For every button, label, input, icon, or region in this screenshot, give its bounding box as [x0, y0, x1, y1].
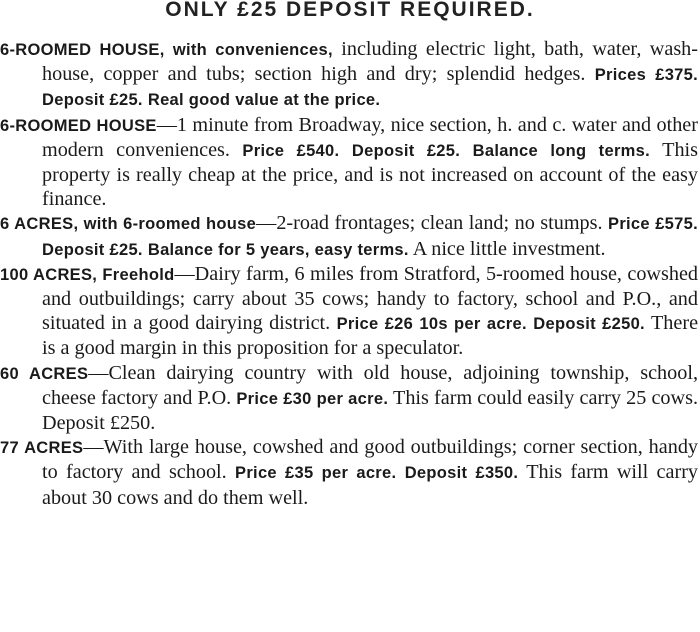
- listing-heading: 6 ACRES, with 6-roomed house: [0, 215, 257, 234]
- listing-deposit: Deposit £250.: [533, 315, 645, 334]
- listing-60-acres: [0, 361, 700, 436]
- listing-deposit: Deposit £25.: [42, 240, 143, 259]
- listing-heading: 77 ACRES: [0, 439, 84, 458]
- spacer: [339, 139, 351, 161]
- listing-remarks: This farm will carry about 30 cows and do them well.: [42, 461, 699, 509]
- spacer: [460, 139, 472, 161]
- listing-heading: 6-ROOMED HOUSE, with conveniences,: [0, 41, 333, 59]
- listing-77-acres: [0, 435, 700, 510]
- listing-description: including electric light, bath, water, wash-house, copper and tubs; section high and dry; splendid hedges.: [42, 38, 698, 86]
- listing-100-acres: [0, 262, 700, 361]
- listing-6-roomed-house-2: [0, 113, 700, 212]
- listing-price: Prices £375.: [594, 66, 699, 85]
- listing-price: Price £30 per acre.: [236, 389, 389, 408]
- listing-6-acres: [0, 211, 700, 261]
- listing-tagline: Real good value at the price.: [147, 91, 381, 110]
- listing-price: Price £540.: [242, 141, 340, 160]
- listing-heading: 60 ACRES: [0, 364, 89, 383]
- listing-description: —2-road frontages; clean land; no stumps.: [256, 212, 609, 235]
- spacer: [396, 461, 404, 483]
- listing-price: Price £35 per acre.: [235, 464, 397, 483]
- listing-price: Price £575.: [608, 215, 698, 234]
- listing-remarks: There is a good margin in this proposition for a speculator.: [42, 312, 699, 360]
- listing-deposit: Deposit £25.: [351, 141, 461, 160]
- listing-description: —1 minute from Broadway, nice section, h. and c. water and other modern conveniences.: [42, 113, 698, 161]
- listing-balance: Balance long terms.: [472, 141, 650, 160]
- listing-description: —Clean dairying country with old house, adjoining township, school, cheese factory and P.O.: [42, 361, 698, 409]
- listing-deposit: Deposit £350.: [404, 464, 519, 483]
- listing-price: Price £26 10s per acre.: [336, 315, 527, 334]
- headline: ONLY £25 DEPOSIT REQUIRED.: [165, 0, 535, 21]
- listing-remarks: A nice little investment.: [408, 237, 606, 260]
- listing-heading: 100 ACRES, Freehold: [0, 265, 175, 284]
- listing-description: —With large house, cowshed and good outbuildings; corner section, handy to factory and school.: [42, 436, 699, 484]
- listing-remarks: This farm could easily carry 25 cows. Deposit £250.: [42, 386, 698, 435]
- listing-remarks: This property is really cheap at the price, and is not increased on account of the easy finance.: [42, 138, 699, 211]
- listing-6-roomed-house-1: [0, 37, 700, 113]
- listing-description: —Dairy farm, 6 miles from Stratford, 5-roomed house, cowshed and outbuildings; carry about 35 cows; handy to factory, school and P.O., and situated in a good dairying district.: [42, 262, 698, 335]
- listing-deposit: Deposit £25.: [42, 91, 143, 110]
- listing-heading: 6-ROOMED HOUSE: [0, 116, 157, 135]
- listing-balance: Balance for 5 years, easy terms.: [147, 240, 409, 259]
